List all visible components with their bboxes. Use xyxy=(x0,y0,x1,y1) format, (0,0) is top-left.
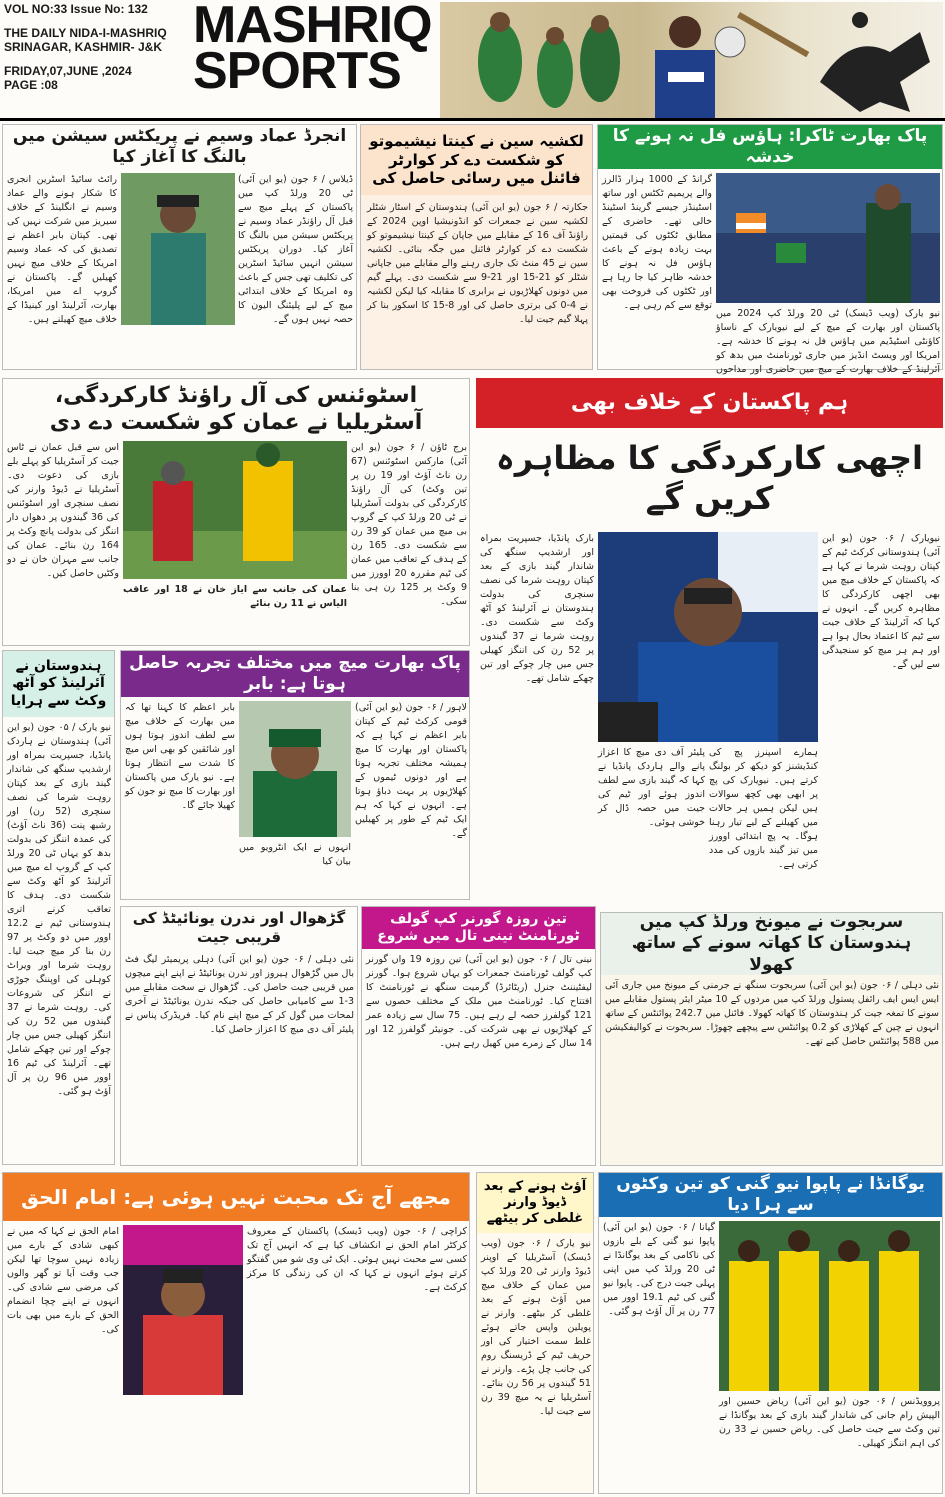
article-body: نیویارک / ۰۶ جون (یو این آئی) ہندوستانی کرکٹ ٹیم کے کپتان روہت شرما نے کہا ہے کہ پاکستان کے خلاف میچ میں بھی اچھی کارکردگی کا مظاہرہ کریں گے۔ انہوں نے کہا کہ آئرلینڈ کے خلاف جیت سے ٹیم کا اعتماد بحال ہوا ہے اور ہم ہر میچ کو سنجیدگی سے لیں گے۔ xyxy=(822,533,941,670)
page-number: PAGE :08 xyxy=(4,78,58,92)
headline: اسٹوئنس کی آل راؤنڈ کارکردگی، آسٹریلیا نے عمان کو شکست دے دی xyxy=(49,382,423,435)
article-body: نئی دہلی / ۰۶ جون (یو این آئی) سربجوت سنگھ نے جرمنی کے میونخ میں جاری آئی ایس ایس ایف رائفل پستول ورلڈ کپ میں مردوں کے 10 میٹر ایئر پستول مقابلے میں سونے کا تمغہ جیت کر ہندوستان کا کھاتہ کھولا۔ فائنل میں 242.7 پوائنٹس کے ساتھ انہوں نے چین کے کھلاڑی کو 0.2 پوائنٹس سے پیچھے چھوڑا۔ سربجوت نے کوالیفکیشن میں 588 پوائنٹس حاصل کیے تھے۔ xyxy=(605,980,939,1047)
article-body: پلیئر آف دی میچ کا اعزاز پانے والے ہاردک پانڈیا نے کہا کہ گیند بازی سے لطف اندوز ہوئے اور ٹیم کی جیت میں حصہ ڈال کر خوشی ہوئی۔ xyxy=(598,747,705,828)
headline: یوگانڈا نے پاپوا نیو گنی کو تین وکٹوں سے ہرا دیا xyxy=(599,1173,942,1217)
article-body: گیانا / ۰۶ جون (یو این آئی) پاپوا نیو گنی کے بلے بازوں کی ناکامی کے بعد یوگانڈا نے ٹی 20 ورلڈ کپ میں اپنی پہلی جیت درج کی۔ پاپوا نیو گنی کی ٹیم 19.1 اوور میں 77 رن پر آل آؤٹ ہو گئی۔ xyxy=(603,1222,715,1317)
headline: ہندوستان نے آئرلینڈ کو آٹھ وکٹ سے ہرایا xyxy=(3,651,114,717)
article-garhwal xyxy=(120,906,358,1166)
article-body: نینی تال / ۰۶ جون (یو این آئی) تین روزہ 19 واں گورنر کپ گولف ٹورنامنٹ جمعرات کو یہاں شروع ہوا۔ گورنر لیفٹیننٹ جنرل (ریٹائرڈ) گرمیت سنگھ نے ٹورنامنٹ کا افتتاح کیا۔ ٹورنامنٹ میں ملک کے مختلف حصوں سے 121 گولفرز حصہ لے رہے ہیں۔ 75 سال سے زیادہ عمر کے کھلاڑیوں نے بھی شرکت کی۔ جونیئر گولفرز 12 اور 14 سال کے زمرے میں کھیل رہے ہیں۔ xyxy=(366,954,592,1049)
article-body: امام الحق نے کہا کہ میں نے کبھی شادی کے بارے میں زیادہ نہیں سوچا تھا لیکن جب وقت آیا تو گھر والوں کی مرضی سے شادی کی۔ انہوں نے اپنے چچا انضمام الحق کے بارے میں بھی بات کی۔ xyxy=(7,1226,119,1335)
article-body: برج ٹاؤن / ۶ جون (یو این آئی) مارکس اسٹوئنس (67 رن ناٹ آؤٹ اور 19 رن پر تین وکٹ) کی آل راؤنڈ کارکردگی کی بدولت آسٹریلیا نے ٹی 20 ورلڈ کپ کے گروپ بی میچ میں عمان کو 39 رن سے شکست دی۔ 165 رن کے ہدف کے تعاقب میں عمان کی ٹیم مقررہ 20 اوورز میں 9 وکٹ پر 125 رن ہی بنا سکی۔ xyxy=(351,442,468,607)
paper-name: THE DAILY NIDA-I-MASHRIQ xyxy=(4,26,167,40)
article-stoinis xyxy=(2,378,470,646)
article-photo xyxy=(123,1225,243,1395)
article-body: کراچی / ۰۶ جون (ویب ڈیسک) پاکستان کے معروف کرکٹر امام الحق نے انکشاف کیا ہے کہ انہیں آج تک کسی سے محبت نہیں ہوئی۔ ایک ٹی وی شو میں گفتگو کرتے ہوئے انہوں نے کہا کہ ان کی زندگی کا مرکز کرکٹ ہے۔ xyxy=(247,1226,467,1293)
article-photo xyxy=(598,532,818,742)
article-imam-ul-haq xyxy=(2,1172,470,1494)
article-golf xyxy=(361,906,596,1166)
headline: گڑھوال اور ندرن یونائیٹڈ کی قریبی جیت xyxy=(132,909,346,946)
article-photo xyxy=(121,173,235,325)
headline: لکشیہ سین نے کینتا نیشیموتو کو شکست دے کر کوارٹر فائنل میں رسائی حاصل کی xyxy=(361,125,592,195)
article-photo xyxy=(719,1221,940,1391)
masthead-title-line2: SPORTS xyxy=(193,42,401,100)
article-photo xyxy=(716,173,940,303)
article-body: اس سے قبل عمان نے ٹاس جیت کر آسٹریلیا کو پہلے بلے بازی کی دعوت دی۔ آسٹریلیا نے ڈیوڈ وارنر کی نصف سنچری اور اسٹوئنس کی 36 گیندوں پر دھواں دار اننگز کی بدولت پانچ وکٹ پر 164 رن بنائے۔ عمان کی جانب سے مہران خان نے دو وکٹیں حاصل کیں۔ xyxy=(7,442,119,579)
article-body: نیو یارک (ویب ڈیسک) ٹی 20 ورلڈ کپ 2024 میں پاکستان اور بھارت کے میچ کے لیے نیویارک کے ناساؤ کاؤنٹی اسٹیڈیم میں ہاؤس فل نہ ہونے کا خدشہ ہے۔ امریکا اور ویسٹ انڈیز میں جاری ٹورنامنٹ میں بدھ کو آئرلینڈ کے خلاف بھارت کے میچ میں حاضری اور مداحوں xyxy=(716,308,940,375)
masthead-sports-collage xyxy=(440,2,943,118)
article-lakshya-sen xyxy=(360,124,593,370)
issue-date: FRIDAY,07,JUNE ,2024 xyxy=(4,64,132,78)
article-photo xyxy=(239,701,351,837)
headline-top: ہم پاکستان کے خلاف بھی xyxy=(476,378,943,428)
article-body: نیو یارک / ۰۶ جون (ویب ڈیسک) آسٹریلیا کے اوپنر ڈیوڈ وارنر ٹی 20 ورلڈ کپ میں عمان کے خلاف میچ میں آؤٹ ہونے کے بعد غلطی کر بیٹھے۔ وارنر نے پویلین واپس جاتے ہوئے غلط سمت اختیار کی اور حریف ٹیم کے ڈریسنگ روم کی جانب چل پڑے۔ وارنر نے 51 گیندوں پر 56 رن بنائے۔ آسٹریلیا نے یہ میچ 39 رن سے جیت لیا۔ xyxy=(481,1238,591,1417)
masthead-title-line1: MASHRIQ xyxy=(193,0,432,54)
article-body: ہمارے اسپنرز پچ کی کنڈیشنز کو دیکھ کر بولنگ کرتے ہیں۔ نیویارک کی پچ پر ابھی بھی کچھ سوالات ہیں لیکن ہمیں ہر حالات میں کھیلنے کے لیے تیار رہنا ہوگا۔ یہ پچ ابتدائی اوورز میں تیز گیند بازوں کی مدد کرتی ہے۔ xyxy=(709,747,818,870)
article-body: بابر اعظم کا کہنا تھا کہ میں بھارت کے خلاف میچ سے لطف اندوز ہوتا ہوں اور شائقین کو بھی اس میچ کا شدت سے انتظار ہوتا ہے۔ نیو یارک میں پاکستان اور بھارت کا میچ نو جون کو کھیلا جائے گا۔ xyxy=(125,702,235,811)
headline: تین روزہ گورنر کپ گولف ٹورنامنٹ نینی تال میں شروع xyxy=(362,907,595,949)
article-babar xyxy=(120,650,470,900)
headline: سربجوت نے میونخ ورلڈ کپ میں ہندوستان کا کھاتہ سونے کے ساتھ کھولا xyxy=(601,913,942,975)
volume-issue: VOL NO:33 Issue No: 132 xyxy=(4,2,148,16)
article-photo xyxy=(123,441,347,579)
article-india-ireland xyxy=(2,650,115,1165)
article-body: نیو یارک / ۰۵ جون (یو این آئی) ہندوستان نے ہاردک پانڈیا، جسپریت بمراہ اور ارشدیپ سنگھ کی شاندار گیند بازی کے بعد کپتان روہت شرما کی نصف سنچری (52 رن) اور رشبھ پنت (36 ناٹ آؤٹ) کی عمدہ اننگز کی بدولت بدھ کو یہاں ٹی 20 ورلڈ کپ کے گروپ اے میچ میں آئرلینڈ کو آٹھ وکٹ سے شکست دی۔ ہدف کا تعاقب کرنے اتری ہندوستانی ٹیم نے 12.2 اوور میں دو وکٹ پر 97 رن بنا کر میچ جیت لیا۔ روہت شرما اور ویراٹ کوہلی کی اوپننگ جوڑی نے اننگز کی شروعات کی۔ روہت شرما نے 37 گیندوں میں 52 رن کی اننگز کھیلی جس میں چار چوکے اور تین چھکے شامل تھے۔ آئرلینڈ کی ٹیم 16 اوور میں 96 رن پر آل آؤٹ ہو گئی۔ xyxy=(7,722,111,1097)
article-ind-pak-housefull xyxy=(597,124,943,375)
headline: آؤٹ ہونے کے بعد ڈیوڈ وارنر غلطی کر بیٹھے xyxy=(477,1173,593,1233)
headline-main: اچھی کارکردگی کا مظاہرہ کریں گے xyxy=(496,439,923,517)
photo-caption: انہوں نے ایک انٹرویو میں بیان کیا xyxy=(239,842,351,867)
article-rohit-sharma xyxy=(476,378,943,908)
headline: پاک بھارت ٹاکرا: ہاؤس فل نہ ہونے کا خدشہ xyxy=(598,125,942,169)
article-body: بارک پانڈیا، جسپریت بمراہ اور ارشدیپ سنگھ کی شاندار گیند بازی کے بعد کپتان روہت شرما کی نصف سنچری کی بدولت ہندوستان نے آئرلینڈ کو آٹھ وکٹ سے شکست دی۔ روہت شرما نے 37 گیندوں پر 52 رن کی اننگز کھیلی جس میں چار چوکے اور تین چھکے شامل تھے۔ xyxy=(480,533,594,684)
article-imad-wasim xyxy=(2,124,357,370)
article-body: نئی دہلی / ۰۶ جون (یو این آئی) دہلی پریمیئر لیگ فٹ بال میں گڑھوال ہیروز اور ندرن یونائیٹڈ نے اپنے اپنے میچوں میں قریبی جیت حاصل کی۔ گڑھوال نے سخت مقابلے میں 3-1 سے کامیابی حاصل کی جبکہ ندرن یونائیٹڈ نے آخری لمحات میں گول کر کے میچ اپنے نام کیا۔ فریڈرک پناس نے پلیئر آف دی میچ کا اعزاز حاصل کیا۔ xyxy=(125,954,354,1035)
article-uganda xyxy=(598,1172,943,1494)
headline: پاک بھارت میچ میں مختلف تجربہ حاصل ہوتا ہے: بابر xyxy=(121,651,469,697)
masthead-rule xyxy=(0,118,945,121)
masthead-title xyxy=(193,0,432,100)
article-body: ڈیلاس / ۶ جون (یو این آئی) ٹی 20 ورلڈ کپ میں پاکستان کے پہلے میچ سے قبل آل راؤنڈر عماد وسیم نے پریکٹس سیشن میں بالنگ کا آغاز کیا۔ دوران پریکٹس سیشن انہیں سائیڈ اسٹرین کی تکلیف تھی جس کے باعث وہ امریکا کے خلاف ابتدائی میچ کے لیے پلیئنگ الیون کا حصہ نہیں ہوں گے۔ xyxy=(238,174,353,325)
article-body: رائٹ سائیڈ اسٹرین انجری کا شکار ہونے والے عماد وسیم نے انگلینڈ کے خلاف سیریز میں شرکت نہیں کی تھی۔ کپتان بابر اعظم نے تصدیق کی کہ عماد وسیم امریکا کے خلاف میچ نہیں کھیلیں گے۔ پاکستان نے گروپ اے میں امریکا، بھارت، آئرلینڈ اور کینیڈا کے خلاف میچ کھیلنے ہیں۔ xyxy=(7,174,117,325)
article-body: پروویڈنس / ۰۶ جون (یو این آئی) ریاض حسین اور الپیش رام جانی کی شاندار گیند بازی کے بعد یوگانڈا نے تین وکٹ سے جیت حاصل کی۔ ریاض حسین نے 33 رن کی اہم اننگز کھیلی۔ xyxy=(719,1396,941,1449)
photo-caption: عمان کی جانب سے ایاز خان نے 18 اور عاقب الیاس نے 11 رن بنائے xyxy=(123,584,347,609)
masthead-info xyxy=(4,2,189,92)
article-body: گرانڈ کے 1000 ہزار ڈالرز والے پریمیم ٹکٹس اور ساتھ اسٹینڈز جیسے گرینڈ اسٹینڈ خالی تھے۔ حاضری کے مطابق ٹکٹوں کی قیمتیں بہت زیادہ ہونے کے باعث ہاؤس فل نہ ہونے کا خدشہ ظاہر کیا جا رہا ہے اور ٹکٹوں کی فروخت بھی توقع سے کم رہی ہے۔ xyxy=(602,174,712,311)
article-sarabjot xyxy=(600,912,943,1166)
headline: مجھے آج تک محبت نہیں ہوئی ہے: امام الحق xyxy=(3,1173,469,1221)
article-body: لاہور / ۰۶ جون (یو این آئی) قومی کرکٹ ٹیم کے کپتان بابر اعظم نے کہا ہے کہ پاکستان اور بھارت کا میچ ہمیشہ مختلف تجربہ ہوتا ہے اور دونوں ٹیموں کے کھلاڑیوں پر بہت دباؤ ہوتا ہے۔ انہوں نے کہا کہ ہم ایک ٹیم کے طور پر کھیلیں گے۔ xyxy=(355,702,467,839)
paper-location: SRINAGAR, KASHMIR- J&K xyxy=(4,40,163,54)
article-body: جکارتہ / ۶ جون (یو این آئی) ہندوستان کے اسٹار شٹلر لکشیہ سین نے جمعرات کو انڈونیشیا اوپن 2024 کے راؤنڈ آف 16 کے مقابلے میں جاپان کے کینتا نیشیموتو کو شکست دے کر کوارٹر فائنل میں جگہ بنائی۔ لکشیہ سین نے 45 منٹ تک جاری رہنے والے مقابلے میں جاپانی شٹلر کو 21-15 اور 21-9 سے شکست دی۔ پہلے گیم میں دونوں کھلاڑیوں نے برابری کا مقابلہ کیا لیکن لکشیہ نے 4-0 کی برتری حاصل کی اور 8-15 کا اسکور بنا کر پہلا گیم جیت لیا۔ xyxy=(367,202,589,325)
headline: انجرڈ عماد وسیم نے پریکٹس سیشن میں بالنگ کا آغاز کیا xyxy=(12,125,347,167)
article-warner xyxy=(476,1172,594,1494)
